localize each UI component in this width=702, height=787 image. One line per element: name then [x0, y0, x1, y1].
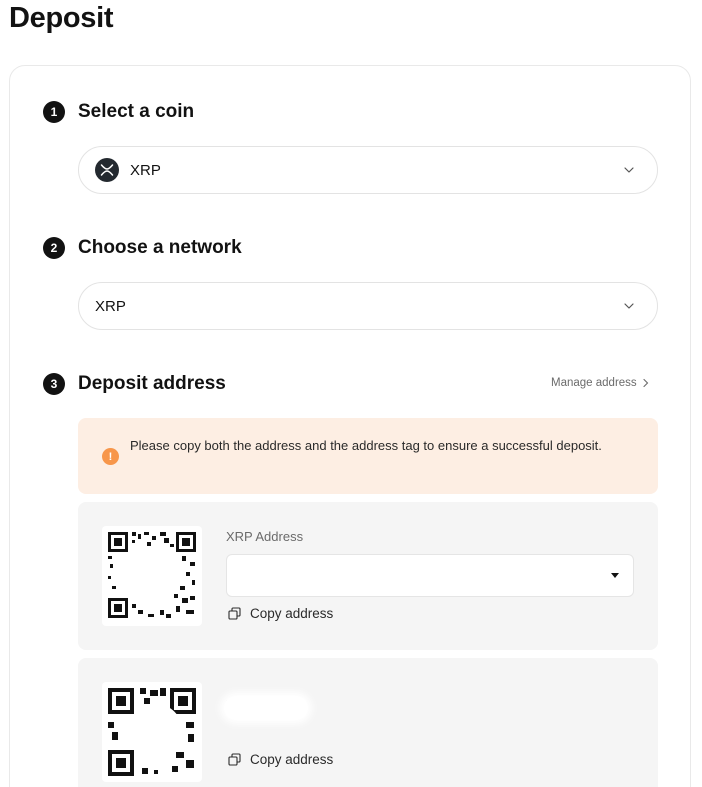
- step-2-title: Choose a network: [78, 237, 242, 258]
- copy-icon: [228, 753, 241, 766]
- xrp-coin-icon: [95, 158, 119, 182]
- step-3-title: Deposit address: [78, 373, 226, 394]
- step-2-badge: 2: [43, 237, 65, 259]
- copy-tag-label: Copy address: [250, 752, 334, 767]
- copy-tag-button[interactable]: [228, 752, 333, 767]
- deposit-warning-alert: [78, 418, 658, 494]
- tag-value-redacted: [224, 696, 308, 720]
- coin-select[interactable]: [78, 146, 658, 194]
- address-panel: [78, 502, 658, 650]
- copy-address-button[interactable]: [228, 606, 333, 621]
- chevron-down-icon: [621, 162, 637, 178]
- manage-address-link[interactable]: [551, 377, 650, 389]
- step-1-title: Select a coin: [78, 101, 195, 122]
- network-select-value: XRP: [95, 297, 126, 315]
- chevron-down-icon: [621, 298, 637, 314]
- warning-icon: !: [102, 448, 119, 465]
- copy-icon: [228, 607, 241, 620]
- address-dropdown[interactable]: [226, 554, 634, 597]
- manage-address-label: Manage address: [551, 377, 637, 389]
- coin-select-value: XRP: [130, 161, 161, 179]
- chevron-right-icon: [642, 378, 650, 388]
- tag-qr-code: [102, 682, 202, 782]
- alert-text: Please copy both the address and the address tag to ensure a successful deposit.: [130, 438, 602, 453]
- page-title: Deposit: [9, 2, 114, 34]
- copy-address-label: Copy address: [250, 606, 334, 621]
- step-1-badge: 1: [43, 101, 65, 123]
- network-select[interactable]: [78, 282, 658, 330]
- address-label: XRP Address: [226, 529, 304, 544]
- caret-down-icon: [611, 573, 619, 578]
- address-qr-code: [102, 526, 202, 626]
- tag-panel: [78, 658, 658, 787]
- step-3-badge: 3: [43, 373, 65, 395]
